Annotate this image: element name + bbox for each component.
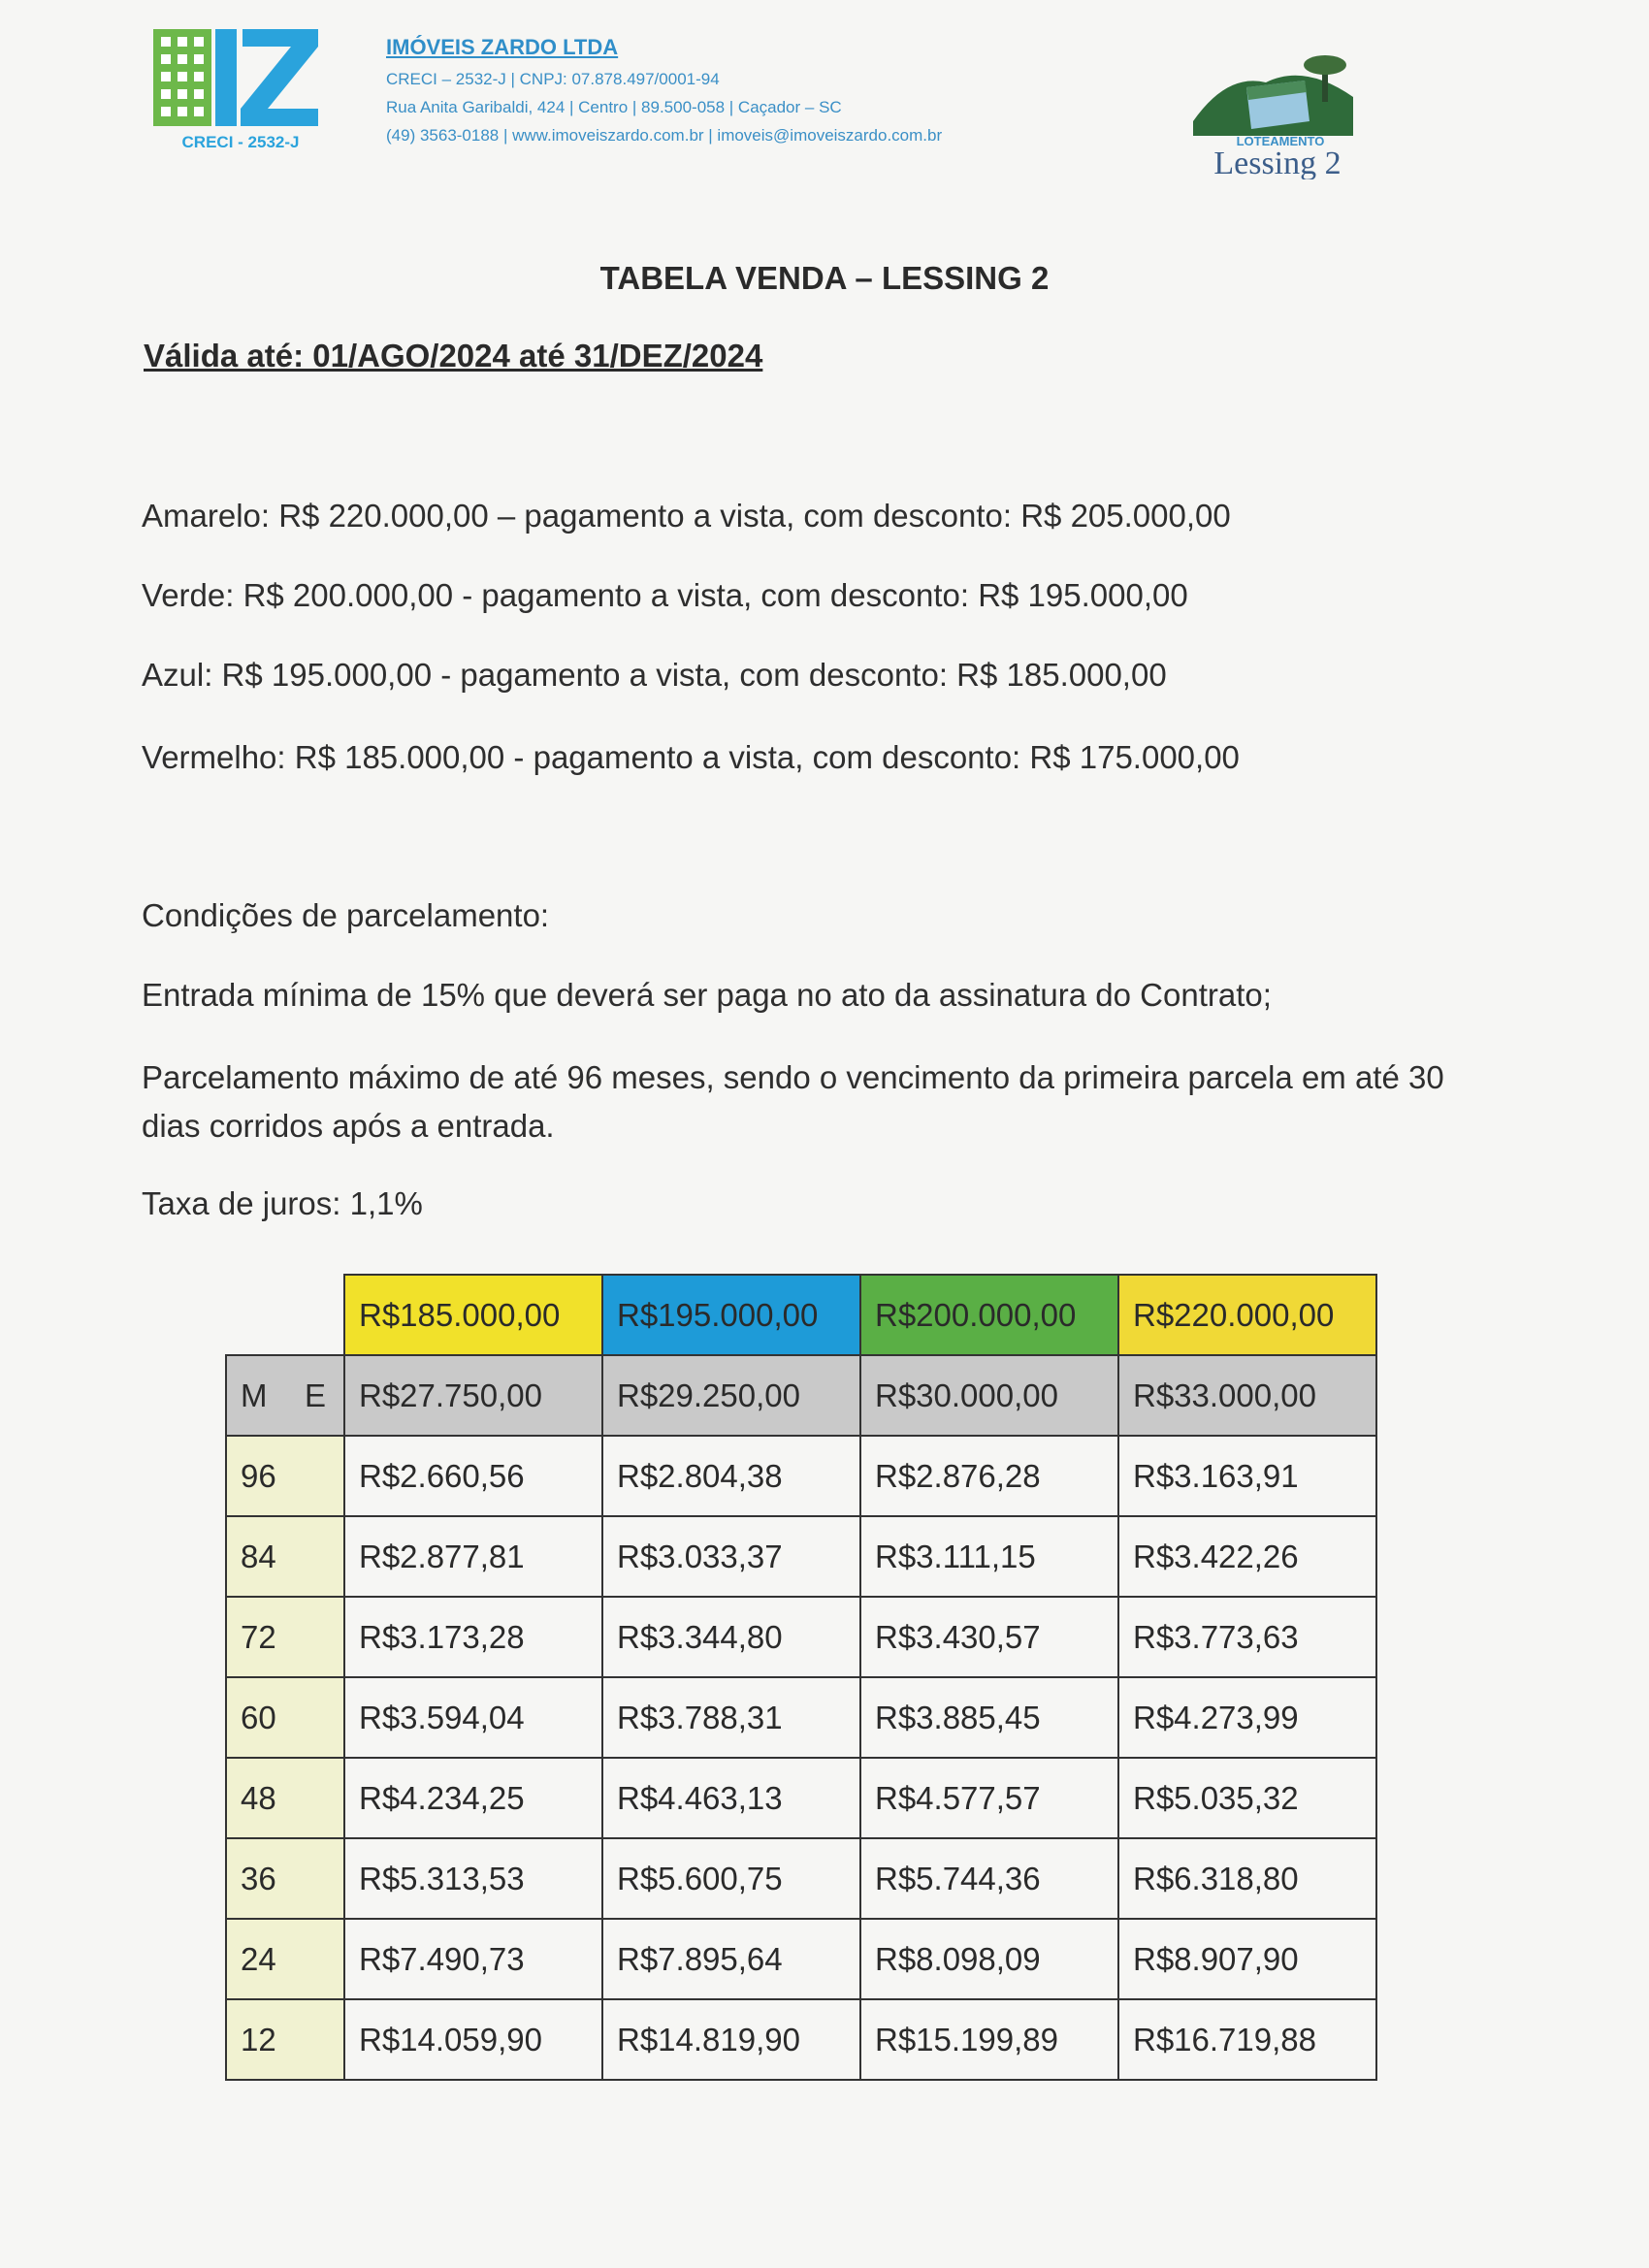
- installment-cell: R$7.895,64: [602, 1919, 860, 1999]
- company-creci-cnpj: CRECI – 2532-J | CNPJ: 07.878.497/0001-94: [386, 70, 720, 88]
- company-contact: (49) 3563-0188 | www.imoveiszardo.com.br | imoveis@imoveiszardo.com.br: [386, 126, 943, 145]
- price-vermelho: Vermelho: R$ 185.000,00 - pagamento a vista, com desconto: R$ 175.000,00: [142, 739, 1240, 775]
- installment-cell: R$3.430,57: [860, 1597, 1118, 1677]
- months-cell: 24: [226, 1919, 344, 1999]
- company-info: [386, 35, 942, 154]
- entry-200: R$30.000,00: [860, 1355, 1118, 1436]
- installment-cell: R$3.033,37: [602, 1516, 860, 1597]
- table-row: [226, 1677, 1376, 1758]
- installment-cell: R$5.600,75: [602, 1838, 860, 1919]
- installment-cell: R$4.577,57: [860, 1758, 1118, 1838]
- installment-cell: R$3.422,26: [1118, 1516, 1376, 1597]
- installment-cell: R$15.199,89: [860, 1999, 1118, 2080]
- installment-cell: R$14.819,90: [602, 1999, 860, 2080]
- table-row: [226, 1758, 1376, 1838]
- company-name: IMÓVEIS ZARDO LTDA: [386, 35, 619, 59]
- table-row: [226, 1516, 1376, 1597]
- conditions-juros: Taxa de juros: 1,1%: [142, 1185, 423, 1221]
- table-row: [226, 1999, 1376, 2080]
- imoveis-zardo-logo: [153, 29, 328, 155]
- installment-cell: R$2.660,56: [344, 1436, 602, 1516]
- logo-subtext: CRECI - 2532-J: [181, 133, 300, 151]
- installment-cell: R$8.907,90: [1118, 1919, 1376, 1999]
- installment-cell: R$2.804,38: [602, 1436, 860, 1516]
- conditions-heading: Condições de parcelamento:: [142, 897, 550, 933]
- conditions-entrada: Entrada mínima de 15% que deverá ser paga no ato da assinatura do Contrato;: [142, 977, 1272, 1013]
- entry-185: R$27.750,00: [344, 1355, 602, 1436]
- price-header-220: R$220.000,00: [1118, 1275, 1376, 1355]
- installment-cell: R$3.885,45: [860, 1677, 1118, 1758]
- installment-cell: R$4.273,99: [1118, 1677, 1376, 1758]
- months-cell: 48: [226, 1758, 344, 1838]
- installment-cell: R$3.111,15: [860, 1516, 1118, 1597]
- entry-220: R$33.000,00: [1118, 1355, 1376, 1436]
- price-amarelo: Amarelo: R$ 220.000,00 – pagamento a vista, com desconto: R$ 205.000,00: [142, 498, 1231, 534]
- months-cell: 84: [226, 1516, 344, 1597]
- installment-cell: R$4.234,25: [344, 1758, 602, 1838]
- table-row: [226, 1597, 1376, 1677]
- installment-cell: R$4.463,13: [602, 1758, 860, 1838]
- lessing-logo-name: Lessing 2: [1213, 146, 1342, 179]
- table-row: [226, 1919, 1376, 1999]
- months-cell: 12: [226, 1999, 344, 2080]
- table-row: [226, 1838, 1376, 1919]
- table-row: [226, 1436, 1376, 1516]
- months-cell: 60: [226, 1677, 344, 1758]
- installment-cell: R$14.059,90: [344, 1999, 602, 2080]
- price-azul: Azul: R$ 195.000,00 - pagamento a vista, com desconto: R$ 185.000,00: [142, 657, 1167, 693]
- entry-195: R$29.250,00: [602, 1355, 860, 1436]
- price-header-row: [226, 1275, 1376, 1355]
- installment-cell: R$7.490,73: [344, 1919, 602, 1999]
- installment-cell: R$3.344,80: [602, 1597, 860, 1677]
- lessing-logo-top: LOTEAMENTO: [1236, 134, 1325, 148]
- installment-cell: R$3.163,91: [1118, 1436, 1376, 1516]
- installment-cell: R$5.744,36: [860, 1838, 1118, 1919]
- installment-cell: R$3.773,63: [1118, 1597, 1376, 1677]
- months-cell: 96: [226, 1436, 344, 1516]
- entry-label: E: [295, 1355, 344, 1436]
- months-cell: 72: [226, 1597, 344, 1677]
- price-header-195: R$195.000,00: [602, 1275, 860, 1355]
- months-cell: 36: [226, 1838, 344, 1919]
- installment-cell: R$5.313,53: [344, 1838, 602, 1919]
- company-address: Rua Anita Garibaldi, 424 | Centro | 89.500-058 | Caçador – SC: [386, 98, 842, 116]
- entry-row: [226, 1355, 1376, 1436]
- price-verde: Verde: R$ 200.000,00 - pagamento a vista, com desconto: R$ 195.000,00: [142, 577, 1188, 613]
- page-title: TABELA VENDA – LESSING 2: [599, 260, 1050, 296]
- validity-period: Válida até: 01/AGO/2024 até 31/DEZ/2024: [144, 338, 763, 373]
- installment-cell: R$2.876,28: [860, 1436, 1118, 1516]
- conditions-parcelamento: Parcelamento máximo de até 96 meses, sendo o vencimento da primeira parcela em até 30 dias corridos após a entrada.: [142, 1059, 1444, 1144]
- months-label: M: [226, 1355, 295, 1436]
- price-header-200: R$200.000,00: [860, 1275, 1118, 1355]
- installment-cell: R$3.173,28: [344, 1597, 602, 1677]
- installment-cell: R$8.098,09: [860, 1919, 1118, 1999]
- loteamento-lessing-logo: [1188, 53, 1363, 179]
- blank-corner: [226, 1275, 344, 1355]
- installment-cell: R$16.719,88: [1118, 1999, 1376, 2080]
- installment-cell: R$3.594,04: [344, 1677, 602, 1758]
- installment-cell: R$3.788,31: [602, 1677, 860, 1758]
- installment-cell: R$6.318,80: [1118, 1838, 1376, 1919]
- price-header-185: R$185.000,00: [344, 1275, 602, 1355]
- installment-cell: R$5.035,32: [1118, 1758, 1376, 1838]
- installment-table: [225, 1274, 1377, 2081]
- installment-cell: R$2.877,81: [344, 1516, 602, 1597]
